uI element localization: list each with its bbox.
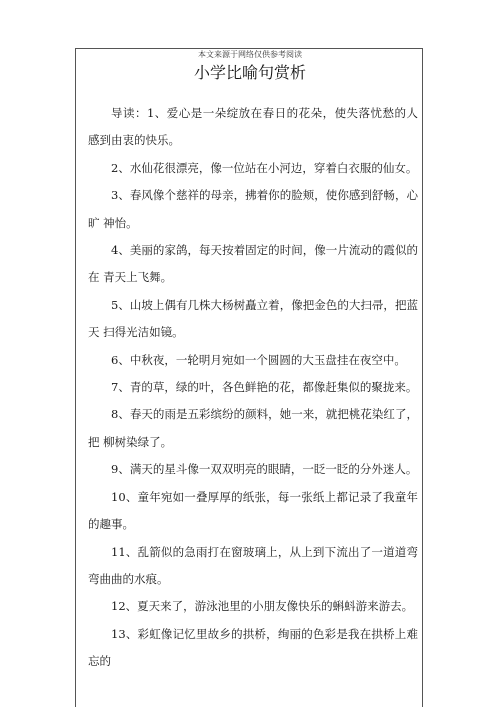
list-item: 11、乱箭似的急雨打在窗玻璃上，从上到下流出了一道道弯弯曲曲的水痕。 [88,544,418,586]
list-item: 6、中秋夜，一轮明月宛如一个圆圆的大玉盘挂在夜空中。 [111,352,406,367]
list-item: 2、水仙花很漂亮，像一位站在小河边，穿着白衣服的仙女。 [111,160,418,175]
list-item: 5、山坡上偶有几株大杨树矗立着，像把金色的大扫帚，把蓝天 扫得光洁如镜。 [88,297,418,340]
source-note: 本文来源于网络仅供参考阅读 [198,50,302,59]
list-item: 4、美丽的家鸽，每天按着固定的时间，像一片流动的霞似的在 青天上飞舞。 [88,243,418,285]
lead-paragraph [88,100,418,155]
lead-label: 导读： [111,106,147,120]
lead-text: 1、爱心是一朵绽放在春日的花朵，使失落忧愁的人 感到由衷的快乐。 [88,106,418,148]
list-item: 12、夏天来了，游泳池里的小朋友像快乐的蝌蚪游来游去。 [111,599,414,614]
list-item: 7、青的草，绿的叶，各色鲜艳的花，都像赶集似的聚拢来。 [111,380,418,395]
list-item: 8、春天的雨是五彩缤纷的颜料，她一来，就把桃花染红了，把 柳树染绿了。 [88,407,418,449]
list-item: 13、彩虹像记忆里故乡的拱桥，绚丽的色彩是我在拱桥上难忘的 [88,626,418,669]
list-item: 3、春风像个慈祥的母亲，拂着你的脸颊，使你感到舒畅，心旷 神怡。 [88,188,418,230]
list-item: 9、满天的星斗像一双双明亮的眼睛，一眨一眨的分外迷人。 [111,462,418,477]
list-item: 10、童年宛如一叠厚厚的纸张，每一张纸上都记录了我童年的趣事。 [88,489,418,532]
page-title: 小学比喻句赏析 [193,63,306,82]
article-body [88,100,418,676]
